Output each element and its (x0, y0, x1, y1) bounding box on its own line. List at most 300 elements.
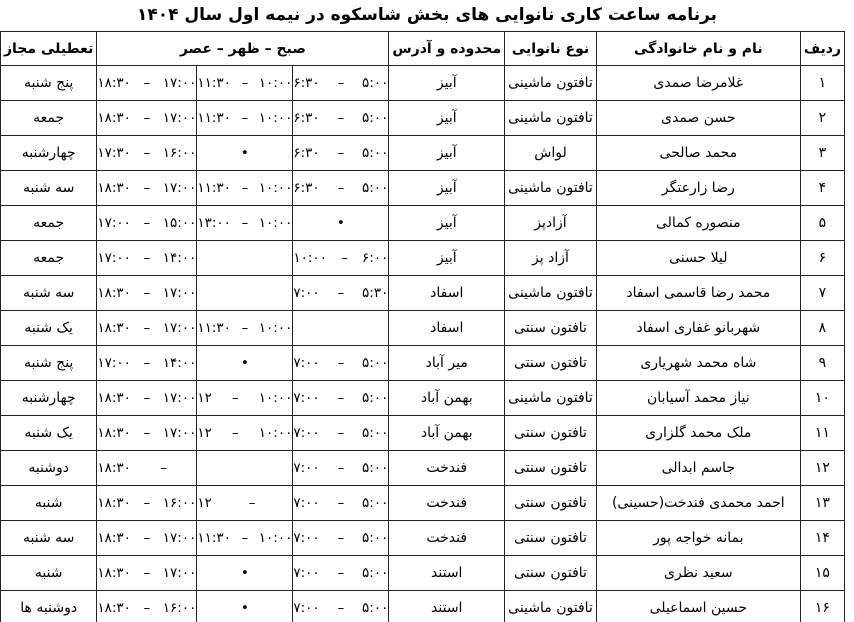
bakery-address: فندخت (389, 486, 505, 521)
hours-part: ۵:۰۰ (362, 600, 389, 616)
hours-part: ۵:۰۰ (362, 355, 389, 371)
hours-part: • (240, 600, 249, 616)
hours-part: ۱۵:۰۰ (162, 215, 197, 231)
hours-part: ۱۰:۰۰ (293, 250, 327, 266)
baker-name: محمد رضا قاسمی اسفاد (596, 276, 800, 311)
hours-part: ۱۷:۰۰ (97, 215, 131, 231)
hours-morning (293, 101, 389, 136)
hours-part: ۱۰:۰۰ (258, 390, 293, 406)
hours-part: ۱۱:۳۰ (197, 530, 231, 546)
hours-part: ۵:۳۰ (362, 285, 389, 301)
hours-range (97, 66, 196, 100)
bakery-address: اسفاد (389, 276, 505, 311)
table-row (1, 381, 845, 416)
hours-range (97, 521, 196, 555)
hours-noon (197, 486, 293, 521)
hours-range (97, 591, 196, 622)
hours-part: ۱۶:۰۰ (162, 495, 197, 511)
bakery-type: تافتون سنتی (505, 556, 597, 591)
table-row (1, 521, 845, 556)
hours-range (293, 311, 388, 345)
hours-part: • (336, 215, 345, 231)
table-row (1, 136, 845, 171)
hours-part: – (337, 75, 345, 91)
hours-part: ۱۸:۳۰ (97, 180, 131, 196)
header-address: محدوده و آدرس (389, 32, 505, 66)
baker-name: منصوره کمالی (596, 206, 800, 241)
hours-range (197, 136, 292, 170)
bakery-schedule-table (0, 31, 845, 622)
hours-part: – (143, 390, 151, 406)
hours-part: ۱۲ (197, 390, 212, 406)
hours-part: ۱۱:۳۰ (197, 75, 231, 91)
hours-part: ۷:۰۰ (293, 285, 320, 301)
hours-morning (293, 276, 389, 311)
row-number: ۲ (800, 101, 844, 136)
hours-range (293, 591, 388, 622)
hours-range (293, 276, 388, 310)
table-row (1, 66, 845, 101)
hours-noon (197, 101, 293, 136)
hours-part: ۵:۰۰ (362, 75, 389, 91)
hours-part: ۷:۰۰ (293, 565, 320, 581)
hours-part: – (341, 250, 348, 266)
hours-range (197, 311, 292, 345)
hours-noon (197, 381, 293, 416)
hours-part: – (143, 285, 151, 301)
bakery-type: تافتون سنتی (505, 311, 597, 346)
hours-part: – (337, 110, 345, 126)
hours-part: ۱۸:۳۰ (97, 390, 131, 406)
row-number: ۳ (800, 136, 844, 171)
bakery-address: بهمن آباد (389, 381, 505, 416)
hours-part: ۶:۳۰ (293, 180, 320, 196)
header-name: نام و نام خانوادگی (596, 32, 800, 66)
hours-range (293, 241, 388, 275)
hours-part: ۱۰:۰۰ (258, 530, 293, 546)
bakery-address: فندخت (389, 521, 505, 556)
hours-noon (197, 591, 293, 622)
hours-part: ۷:۰۰ (293, 355, 320, 371)
hours-evening (97, 241, 197, 276)
hours-part: • (240, 145, 249, 161)
hours-range (293, 521, 388, 555)
bakery-type: تافتون ماشینی (505, 381, 597, 416)
baker-name: لیلا حسنی (596, 241, 800, 276)
row-number: ۴ (800, 171, 844, 206)
hours-part: ۱۷:۳۰ (97, 145, 131, 161)
baker-name: حسن صمدی (596, 101, 800, 136)
hours-part: – (337, 600, 345, 616)
bakery-type: آزاد پز (505, 241, 597, 276)
hours-evening (97, 346, 197, 381)
hours-part: – (241, 180, 249, 196)
table-row (1, 451, 845, 486)
hours-evening (97, 521, 197, 556)
hours-part: ۵:۰۰ (362, 495, 389, 511)
bakery-address: آبیز (389, 241, 505, 276)
hours-range (293, 171, 388, 205)
day-off: دوشنبه (1, 451, 97, 486)
hours-part: ۵:۰۰ (362, 425, 389, 441)
hours-part: ۷:۰۰ (293, 425, 320, 441)
hours-range (197, 66, 292, 100)
hours-part: ۱۷:۰۰ (162, 390, 197, 406)
hours-evening (97, 416, 197, 451)
row-number: ۵ (800, 206, 844, 241)
hours-part: – (337, 285, 345, 301)
header-day-off: تعطیلی مجاز (1, 32, 97, 66)
day-off: جمعه (1, 101, 97, 136)
bakery-address: استند (389, 591, 505, 622)
day-off: سه شنبه (1, 276, 97, 311)
hours-range (97, 136, 196, 170)
bakery-type: آزادپز (505, 206, 597, 241)
baker-name: نیاز محمد آسیابان (596, 381, 800, 416)
hours-part: ۱۸:۳۰ (97, 460, 131, 476)
hours-part: ۱۸:۳۰ (97, 600, 131, 616)
hours-part: ۱۶:۰۰ (162, 600, 197, 616)
hours-part: ۱۸:۳۰ (97, 530, 131, 546)
hours-evening (97, 381, 197, 416)
baker-name: غلامرضا صمدی (596, 66, 800, 101)
hours-range (197, 346, 292, 380)
bakery-type: تافتون سنتی (505, 416, 597, 451)
baker-name: شاه محمد شهریاری (596, 346, 800, 381)
hours-morning (293, 486, 389, 521)
hours-part: ۱۲ (197, 495, 212, 511)
hours-part: ۱۴:۰۰ (162, 250, 197, 266)
table-row (1, 171, 845, 206)
hours-range (97, 416, 196, 450)
hours-noon (197, 136, 293, 171)
hours-part: ۱۸:۳۰ (97, 495, 131, 511)
hours-part: ۱۰:۰۰ (258, 320, 293, 336)
table-row (1, 276, 845, 311)
row-number: ۱۳ (800, 486, 844, 521)
hours-range (293, 556, 388, 590)
hours-range (197, 556, 292, 590)
bakery-type: لواش (505, 136, 597, 171)
hours-noon (197, 416, 293, 451)
hours-part: – (143, 75, 151, 91)
hours-part: – (143, 495, 151, 511)
bakery-address: آبیز (389, 136, 505, 171)
hours-morning (293, 451, 389, 486)
hours-evening (97, 311, 197, 346)
hours-part: – (241, 215, 249, 231)
hours-part: ۶:۰۰ (362, 250, 389, 266)
hours-part: ۱۴:۰۰ (162, 355, 197, 371)
hours-morning (293, 66, 389, 101)
hours-part: – (143, 565, 151, 581)
hours-part: ۱۸:۳۰ (97, 285, 131, 301)
row-number: ۱۴ (800, 521, 844, 556)
hours-part: – (337, 530, 345, 546)
hours-part: ۱۱:۳۰ (197, 110, 231, 126)
hours-part: ۷:۰۰ (293, 495, 320, 511)
header-bakery-type: نوع نانوایی (505, 32, 597, 66)
header-hours: صبح – ظهر – عصر (97, 32, 389, 66)
page-title: برنامه ساعت کاری نانوایی های بخش شاسکوه در نیمه اول سال ۱۴۰۴ (136, 5, 718, 25)
hours-range (97, 206, 196, 240)
row-number: ۱۰ (800, 381, 844, 416)
baker-name: ملک محمد گلزاری (596, 416, 800, 451)
bakery-type: تافتون سنتی (505, 346, 597, 381)
hours-part: ۱۳:۰۰ (197, 215, 231, 231)
hours-range (197, 206, 292, 240)
hours-part: – (143, 215, 151, 231)
hours-part: – (241, 530, 249, 546)
hours-range (97, 451, 196, 485)
bakery-type: تافتون سنتی (505, 451, 597, 486)
day-off: شنبه (1, 556, 97, 591)
day-off: دوشنبه ها (1, 591, 97, 622)
row-number: ۱۶ (800, 591, 844, 622)
hours-part: – (241, 110, 249, 126)
hours-range (197, 521, 292, 555)
hours-part: ۱۸:۳۰ (97, 425, 131, 441)
hours-part: – (143, 530, 151, 546)
hours-part: ۱۷:۰۰ (162, 425, 197, 441)
hours-part: ۱۷:۰۰ (162, 75, 197, 91)
hours-part: ۱۷:۰۰ (97, 355, 131, 371)
hours-morning (293, 521, 389, 556)
hours-noon (197, 521, 293, 556)
hours-part: ۱۷:۰۰ (162, 565, 197, 581)
baker-name: شهربانو غفاری اسفاد (596, 311, 800, 346)
hours-part: ۱۱:۳۰ (197, 180, 231, 196)
table-row (1, 311, 845, 346)
hours-part: ۱۰:۰۰ (258, 215, 293, 231)
table-row (1, 101, 845, 136)
hours-range (293, 486, 388, 520)
bakery-type: تافتون سنتی (505, 521, 597, 556)
hours-part: – (231, 425, 239, 441)
hours-range (97, 486, 196, 520)
hours-part: ۱۰:۰۰ (258, 425, 293, 441)
hours-part: ۱۰:۰۰ (258, 110, 293, 126)
hours-noon (197, 241, 293, 276)
row-number: ۸ (800, 311, 844, 346)
hours-range (293, 101, 388, 135)
hours-part: ۶:۳۰ (293, 145, 320, 161)
hours-morning (293, 311, 389, 346)
hours-range (197, 101, 292, 135)
hours-part: – (337, 180, 345, 196)
baker-name: جاسم ابدالی (596, 451, 800, 486)
hours-range (197, 451, 292, 485)
hours-range (293, 346, 388, 380)
hours-morning (293, 591, 389, 622)
bakery-type: تافتون ماشینی (505, 591, 597, 622)
hours-part: – (337, 425, 345, 441)
hours-evening (97, 556, 197, 591)
hours-noon (197, 346, 293, 381)
bakery-address: اسفاد (389, 311, 505, 346)
hours-range (197, 591, 292, 622)
hours-part: ۷:۰۰ (293, 600, 320, 616)
hours-range (197, 486, 292, 520)
hours-range (293, 451, 388, 485)
row-number: ۷ (800, 276, 844, 311)
hours-range (197, 241, 292, 275)
day-off: جمعه (1, 206, 97, 241)
hours-evening (97, 101, 197, 136)
hours-part: – (231, 390, 239, 406)
hours-noon (197, 206, 293, 241)
table-row (1, 556, 845, 591)
hours-evening (97, 276, 197, 311)
hours-part: ۱۸:۳۰ (97, 110, 131, 126)
hours-noon (197, 66, 293, 101)
hours-part: – (248, 495, 256, 511)
hours-part: – (143, 355, 151, 371)
baker-name: محمد صالحی (596, 136, 800, 171)
hours-range (97, 381, 196, 415)
hours-part: – (160, 460, 167, 476)
bakery-address: فندخت (389, 451, 505, 486)
hours-range (293, 136, 388, 170)
hours-part: ۱۱:۳۰ (197, 320, 231, 336)
hours-evening (97, 451, 197, 486)
bakery-address: آبیز (389, 66, 505, 101)
hours-evening (97, 486, 197, 521)
hours-morning (293, 171, 389, 206)
hours-range (97, 276, 196, 310)
baker-name: سعید نظری (596, 556, 800, 591)
table-row (1, 346, 845, 381)
bakery-type: تافتون ماشینی (505, 66, 597, 101)
bakery-address: آبیز (389, 101, 505, 136)
hours-part: • (240, 565, 249, 581)
hours-part: – (241, 75, 249, 91)
hours-part: ۵:۰۰ (362, 180, 389, 196)
hours-evening (97, 66, 197, 101)
hours-morning (293, 241, 389, 276)
header-row (1, 32, 845, 66)
hours-part: – (143, 250, 151, 266)
baker-name: بمانه خواجه پور (596, 521, 800, 556)
hours-range (197, 171, 292, 205)
row-number: ۱۲ (800, 451, 844, 486)
bakery-address: میر آباد (389, 346, 505, 381)
row-number: ۱۱ (800, 416, 844, 451)
hours-part: ۵:۰۰ (362, 565, 389, 581)
hours-part: – (143, 320, 151, 336)
row-number: ۱۵ (800, 556, 844, 591)
day-off: چهارشنبه (1, 381, 97, 416)
bakery-type: تافتون ماشینی (505, 101, 597, 136)
day-off: پنج شنبه (1, 66, 97, 101)
hours-evening (97, 206, 197, 241)
hours-noon (197, 276, 293, 311)
hours-part: • (240, 355, 249, 371)
bakery-address: آبیز (389, 171, 505, 206)
hours-part: – (337, 355, 345, 371)
hours-range (293, 416, 388, 450)
day-off: یک شنبه (1, 416, 97, 451)
hours-range (197, 381, 292, 415)
day-off: سه شنبه (1, 171, 97, 206)
hours-range (197, 416, 292, 450)
hours-morning (293, 346, 389, 381)
hours-morning (293, 416, 389, 451)
bakery-type: تافتون ماشینی (505, 276, 597, 311)
hours-evening (97, 171, 197, 206)
hours-part: ۶:۳۰ (293, 75, 320, 91)
day-off: پنج شنبه (1, 346, 97, 381)
hours-part: ۵:۰۰ (362, 390, 389, 406)
hours-range (97, 101, 196, 135)
table-row (1, 591, 845, 622)
row-number: ۶ (800, 241, 844, 276)
hours-part: ۱۷:۰۰ (162, 110, 197, 126)
table-row (1, 206, 845, 241)
hours-part: ۱۷:۰۰ (162, 530, 197, 546)
day-off: شنبه (1, 486, 97, 521)
hours-part: – (143, 145, 151, 161)
hours-part: – (337, 460, 345, 476)
hours-morning (293, 381, 389, 416)
hours-part: – (337, 145, 345, 161)
table-row (1, 416, 845, 451)
hours-evening (97, 591, 197, 622)
hours-part: ۱۸:۳۰ (97, 565, 131, 581)
hours-part: ۱۸:۳۰ (97, 75, 131, 91)
hours-part: ۵:۰۰ (362, 110, 389, 126)
bakery-type: تافتون سنتی (505, 486, 597, 521)
bakery-address: استند (389, 556, 505, 591)
hours-part: ۱۸:۳۰ (97, 320, 131, 336)
hours-range (293, 381, 388, 415)
hours-range (293, 206, 388, 240)
hours-part: ۱۷:۰۰ (97, 250, 131, 266)
hours-part: ۵:۰۰ (362, 145, 389, 161)
baker-name: رضا زارعتگر (596, 171, 800, 206)
hours-part: ۷:۰۰ (293, 460, 320, 476)
bakery-address: آبیز (389, 206, 505, 241)
hours-part: ۵:۰۰ (362, 460, 389, 476)
hours-noon (197, 171, 293, 206)
day-off: جمعه (1, 241, 97, 276)
table-row (1, 241, 845, 276)
hours-range (97, 346, 196, 380)
hours-noon (197, 311, 293, 346)
hours-morning (293, 206, 389, 241)
hours-part: ۱۰:۰۰ (258, 180, 293, 196)
table-row (1, 486, 845, 521)
hours-part: ۱۷:۰۰ (162, 285, 197, 301)
bakery-address: بهمن آباد (389, 416, 505, 451)
baker-name: احمد محمدی فندخت(حسینی) (596, 486, 800, 521)
hours-part: ۵:۰۰ (362, 530, 389, 546)
hours-noon (197, 451, 293, 486)
hours-part: – (143, 110, 151, 126)
hours-part: – (337, 390, 345, 406)
hours-noon (197, 556, 293, 591)
hours-part: – (143, 425, 151, 441)
hours-part: ۷:۰۰ (293, 530, 320, 546)
hours-part: – (337, 495, 345, 511)
hours-range (97, 171, 196, 205)
hours-morning (293, 136, 389, 171)
hours-range (97, 241, 196, 275)
hours-part: ۱۶:۰۰ (162, 145, 197, 161)
hours-part: – (241, 320, 249, 336)
day-off: سه شنبه (1, 521, 97, 556)
hours-part: – (143, 180, 151, 196)
